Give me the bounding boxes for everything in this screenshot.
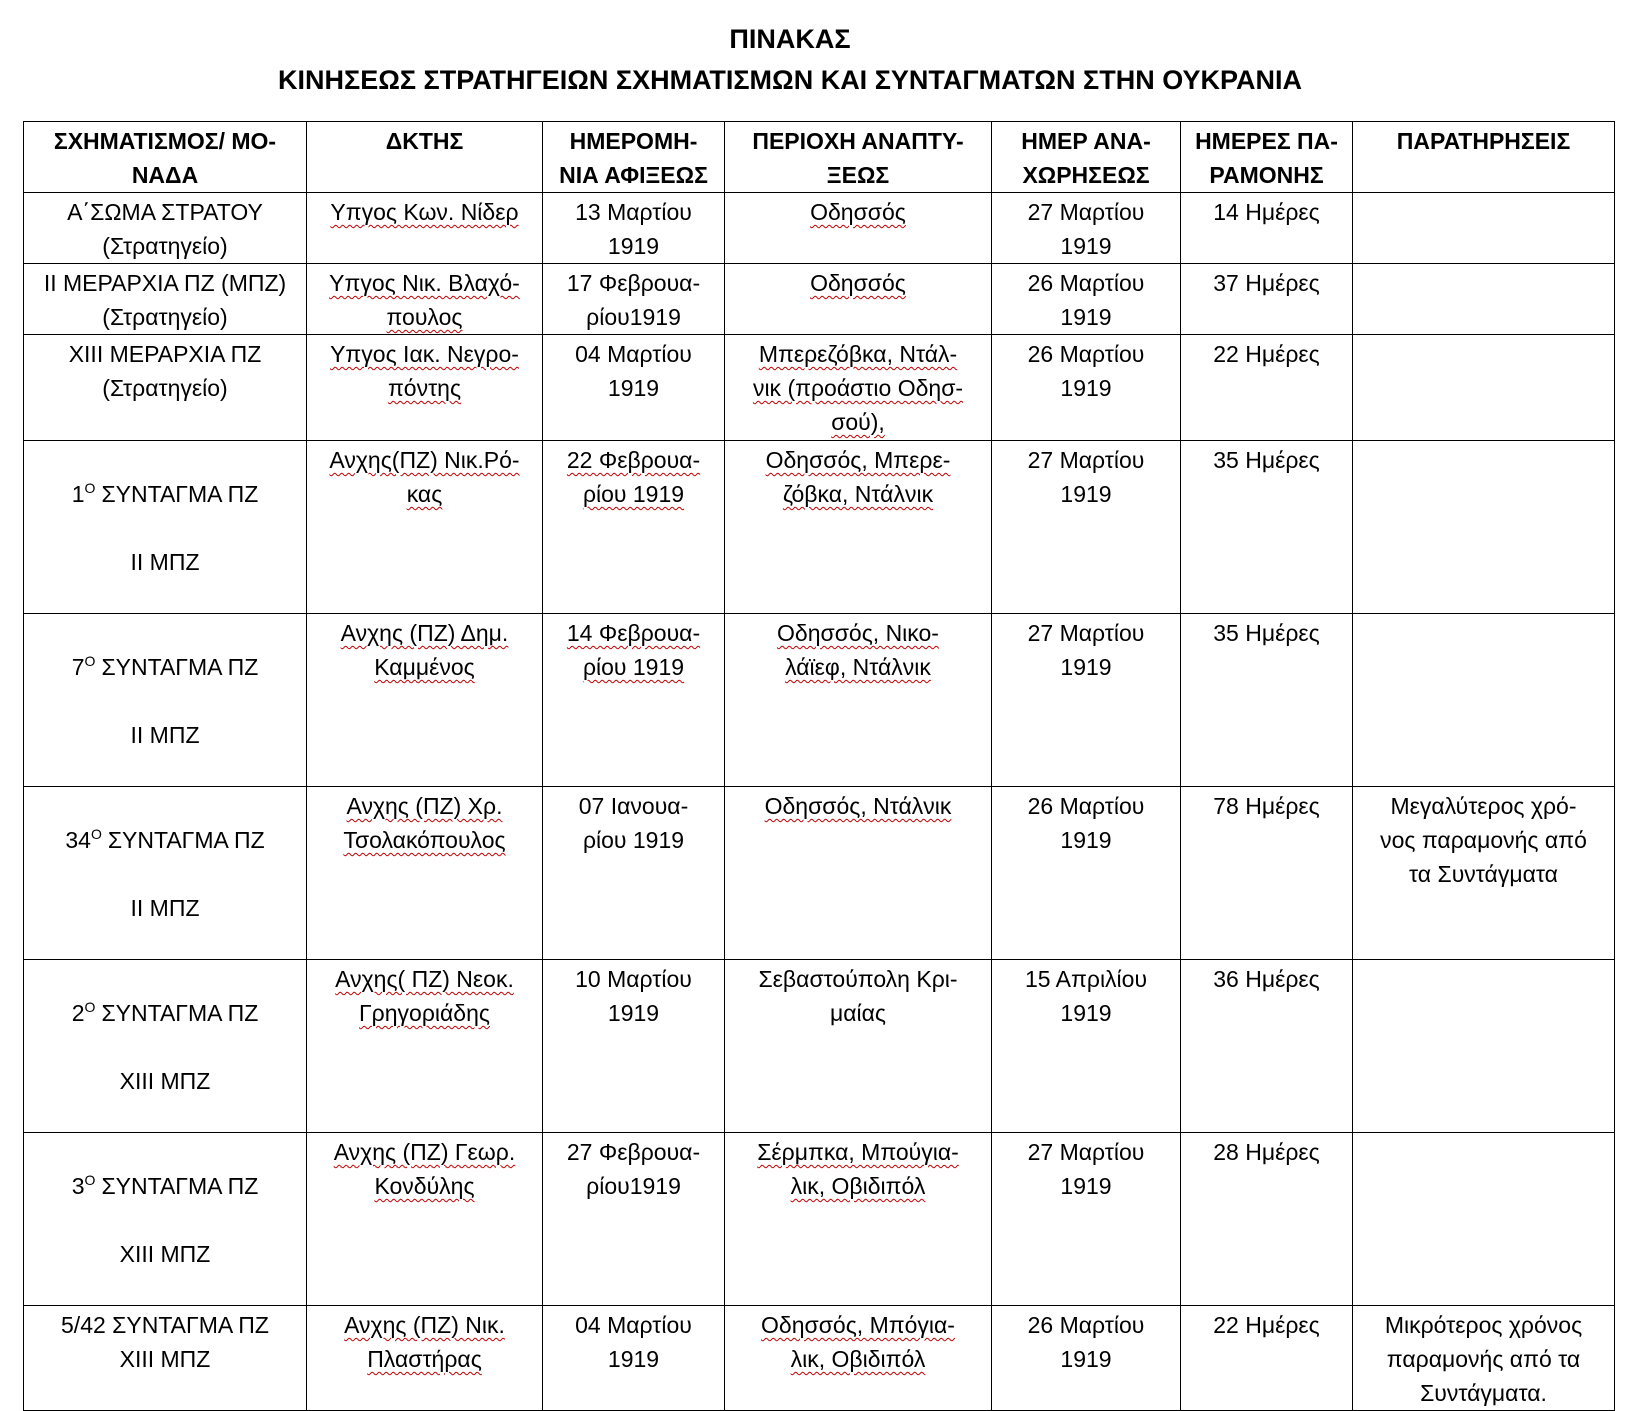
departure-cell: 27 Μαρτίου 1919 — [992, 1133, 1181, 1306]
unit-line — [28, 1169, 302, 1203]
unit-cell: ΧΙΙΙ ΜΕΡΑΡΧΙΑ ΠΖ (Στρατηγείο) — [24, 335, 307, 441]
commander-cell: Υπγος Νικ. Βλαχό- πουλος — [307, 264, 543, 335]
arrival-cell: 27 Φεβρουα- ρίου1919 — [543, 1133, 725, 1306]
unit-cell — [24, 787, 307, 960]
table-row — [24, 614, 1615, 787]
unit-name: ΣΥΝΤΑΓΜΑ ΠΖ — [101, 481, 259, 507]
division-line: ΧΙΙΙ ΜΠΖ — [119, 1241, 211, 1267]
area-cell: Μπερεζόβκα, Ντάλ- νικ (προάστιο Οδησ- σού), — [725, 335, 992, 441]
table-row — [24, 1133, 1615, 1306]
commander-cell: Ανχης (ΠΖ) Δημ. Καμμένος — [307, 614, 543, 787]
commander-cell: Ανχης (ΠΖ) Χρ. Τσολακόπουλος — [307, 787, 543, 960]
regiment-number: 34 — [65, 827, 91, 853]
unit-cell — [24, 441, 307, 614]
area-cell: Οδησσός — [725, 193, 992, 264]
table-row — [24, 193, 1615, 264]
unit-name: ΣΥΝΤΑΓΜΑ ΠΖ — [107, 827, 265, 853]
ordinal-superscript: Ο — [84, 1172, 96, 1188]
regiment-number: 3 — [71, 1173, 85, 1199]
departure-cell: 26 Μαρτίου 1919 — [992, 1306, 1181, 1411]
ordinal-superscript: Ο — [84, 480, 96, 496]
arrival-cell: 14 Φεβρουα- ρίου 1919 — [543, 614, 725, 787]
title-line-2: ΚΙΝΗΣΕΩΣ ΣΤΡΑΤΗΓΕΙΩΝ ΣΧΗΜΑΤΙΣΜΩΝ ΚΑΙ ΣΥΝΤΑΓΜΑΤΩΝ ΣΤΗΝ ΟΥΚΡΑΝΙΑ — [278, 65, 1302, 95]
movements-table — [23, 121, 1615, 1411]
days-cell: 22 Ημέρες — [1181, 335, 1353, 441]
remarks-cell: Μεγαλύτερος χρό- νος παραμονής από τα Συντάγματα — [1353, 787, 1615, 960]
table-row — [24, 441, 1615, 614]
document-title — [0, 19, 1580, 101]
unit-line — [28, 996, 302, 1030]
header-remarks: ΠΑΡΑΤΗΡΗΣΕΙΣ — [1353, 122, 1615, 193]
unit-cell — [24, 614, 307, 787]
area-cell: Οδησσός, Ντάλνικ — [725, 787, 992, 960]
days-cell: 36 Ημέρες — [1181, 960, 1353, 1133]
ordinal-superscript: Ο — [90, 826, 102, 842]
header-commander: ΔΚΤΗΣ — [307, 122, 543, 193]
commander-cell: Υπγος Ιακ. Νεγρο- πόντης — [307, 335, 543, 441]
table-row — [24, 1306, 1615, 1411]
days-cell: 35 Ημέρες — [1181, 441, 1353, 614]
remarks-cell — [1353, 614, 1615, 787]
days-cell: 35 Ημέρες — [1181, 614, 1353, 787]
division-line: ΧΙΙΙ ΜΠΖ — [119, 1068, 211, 1094]
arrival-cell: 04 Μαρτίου 1919 — [543, 335, 725, 441]
remarks-cell — [1353, 335, 1615, 441]
unit-cell: ΙΙ ΜΕΡΑΡΧΙΑ ΠΖ (ΜΠΖ) (Στρατηγείο) — [24, 264, 307, 335]
division-line: ΙΙ ΜΠΖ — [130, 722, 200, 748]
division-line: ΙΙ ΜΠΖ — [130, 549, 200, 575]
area-cell: Οδησσός, Νικο- λάϊεφ, Ντάλνικ — [725, 614, 992, 787]
area-cell: Οδησσός, Μπόγια- λικ, Οβιδιπόλ — [725, 1306, 992, 1411]
table-row — [24, 264, 1615, 335]
departure-cell: 26 Μαρτίου 1919 — [992, 787, 1181, 960]
unit-cell — [24, 960, 307, 1133]
unit-name: ΣΥΝΤΑΓΜΑ ΠΖ — [101, 1000, 259, 1026]
departure-cell: 27 Μαρτίου 1919 — [992, 193, 1181, 264]
arrival-cell: 22 Φεβρουα- ρίου 1919 — [543, 441, 725, 614]
unit-name: ΣΥΝΤΑΓΜΑ ΠΖ — [101, 654, 259, 680]
arrival-cell: 04 Μαρτίου 1919 — [543, 1306, 725, 1411]
commander-cell: Ανχης( ΠΖ) Νεοκ. Γρηγοριάδης — [307, 960, 543, 1133]
commander-cell: Ανχης (ΠΖ) Γεωρ. Κονδύλης — [307, 1133, 543, 1306]
unit-cell — [24, 1133, 307, 1306]
area-cell: Σεβαστούπολη Κρι- μαίας — [725, 960, 992, 1133]
unit-cell: 5/42 ΣΥΝΤΑΓΜΑ ΠΖ ΧΙΙΙ ΜΠΖ — [24, 1306, 307, 1411]
title-line-1: ΠΙΝΑΚΑΣ — [729, 24, 851, 54]
header-deployment-area: ΠΕΡΙΟΧΗ ΑΝΑΠΤΥ- ΞΕΩΣ — [725, 122, 992, 193]
departure-cell: 26 Μαρτίου 1919 — [992, 264, 1181, 335]
header-arrival-date: ΗΜΕΡΟΜΗ- ΝΙΑ ΑΦΙΞΕΩΣ — [543, 122, 725, 193]
departure-cell: 27 Μαρτίου 1919 — [992, 441, 1181, 614]
remarks-cell — [1353, 960, 1615, 1133]
regiment-number: 7 — [71, 654, 85, 680]
area-cell: Οδησσός, Μπερε- ζόβκα, Ντάλνικ — [725, 441, 992, 614]
header-row — [24, 122, 1615, 193]
division-line: ΙΙ ΜΠΖ — [130, 895, 200, 921]
commander-cell: Ανχης (ΠΖ) Νικ. Πλαστήρας — [307, 1306, 543, 1411]
commander-cell: Υπγος Κων. Νίδερ — [307, 193, 543, 264]
ordinal-superscript: Ο — [84, 653, 96, 669]
header-unit: ΣΧΗΜΑΤΙΣΜΟΣ/ ΜΟ- ΝΑΔΑ — [24, 122, 307, 193]
arrival-cell: 07 Ιανουα- ρίου 1919 — [543, 787, 725, 960]
remarks-cell — [1353, 193, 1615, 264]
unit-line — [28, 477, 302, 511]
table-row — [24, 787, 1615, 960]
table-row — [24, 335, 1615, 441]
area-cell: Οδησσός — [725, 264, 992, 335]
unit-name: ΣΥΝΤΑΓΜΑ ΠΖ — [101, 1173, 259, 1199]
ordinal-superscript: Ο — [84, 999, 96, 1015]
arrival-cell: 13 Μαρτίου 1919 — [543, 193, 725, 264]
unit-cell: Α΄ΣΩΜΑ ΣΤΡΑΤΟΥ (Στρατηγείο) — [24, 193, 307, 264]
unit-line — [28, 823, 302, 857]
days-cell: 37 Ημέρες — [1181, 264, 1353, 335]
arrival-cell: 10 Μαρτίου 1919 — [543, 960, 725, 1133]
remarks-cell — [1353, 1133, 1615, 1306]
departure-cell: 26 Μαρτίου 1919 — [992, 335, 1181, 441]
days-cell: 28 Ημέρες — [1181, 1133, 1353, 1306]
header-departure-date: ΗΜΕΡ ΑΝΑ- ΧΩΡΗΣΕΩΣ — [992, 122, 1181, 193]
days-cell: 22 Ημέρες — [1181, 1306, 1353, 1411]
unit-line — [28, 650, 302, 684]
departure-cell: 27 Μαρτίου 1919 — [992, 614, 1181, 787]
remarks-cell — [1353, 441, 1615, 614]
departure-cell: 15 Απριλίου 1919 — [992, 960, 1181, 1133]
arrival-cell: 17 Φεβρουα- ρίου1919 — [543, 264, 725, 335]
remarks-cell: Μικρότερος χρόνος παραμονής από τα Συντάγματα. — [1353, 1306, 1615, 1411]
area-cell: Σέρμπκα, Μπούγια- λικ, Οβιδιπόλ — [725, 1133, 992, 1306]
commander-cell: Ανχης(ΠΖ) Νικ.Ρό- κας — [307, 441, 543, 614]
regiment-number: 1 — [71, 481, 85, 507]
days-cell: 78 Ημέρες — [1181, 787, 1353, 960]
remarks-cell — [1353, 264, 1615, 335]
header-days-stayed: ΗΜΕΡΕΣ ΠΑ- ΡΑΜΟΝΗΣ — [1181, 122, 1353, 193]
days-cell: 14 Ημέρες — [1181, 193, 1353, 264]
regiment-number: 2 — [71, 1000, 85, 1026]
table-row — [24, 960, 1615, 1133]
